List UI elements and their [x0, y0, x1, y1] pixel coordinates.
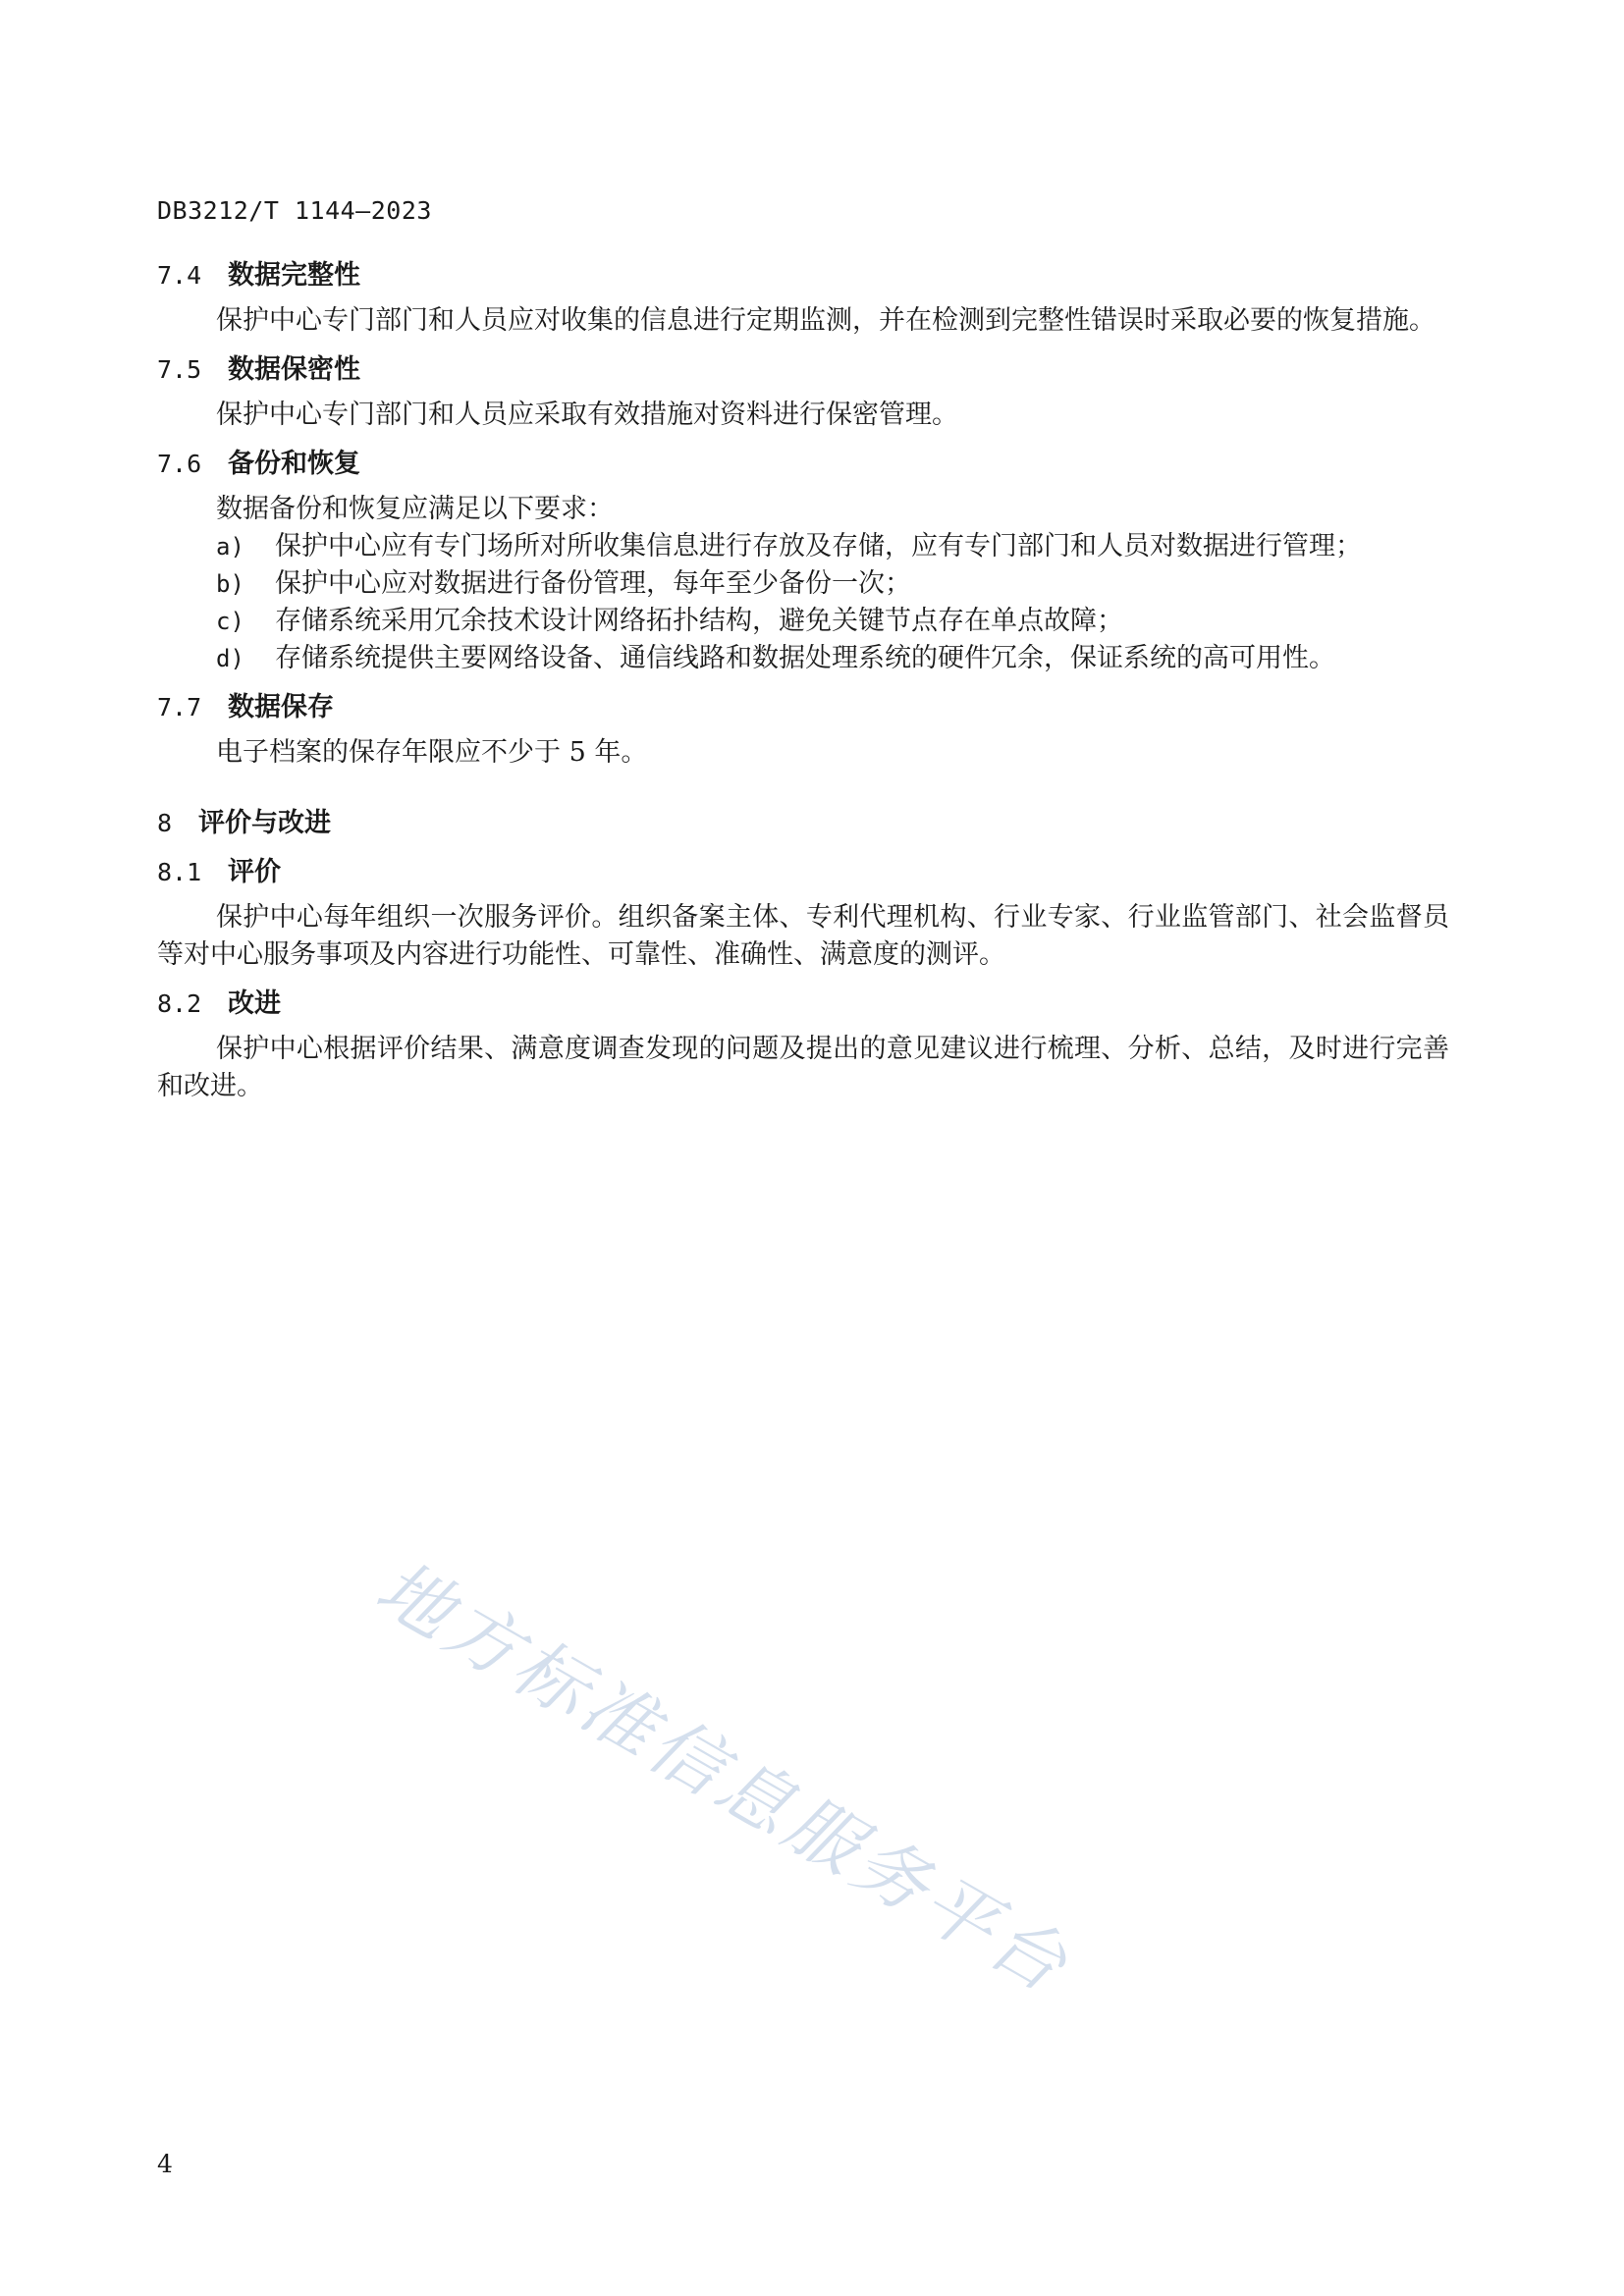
section-heading-7-6 [157, 446, 1449, 483]
list-text: 保护中心应对数据进行备份管理，每年至少备份一次； [275, 568, 911, 599]
watermark-text: 地方标准信息服务平台 [362, 1544, 1085, 2011]
section-number: 8.1 [157, 858, 202, 886]
section-paragraph: 电子档案的保存年限应不少于 5 年。 [216, 737, 648, 768]
section-heading-8-2 [157, 986, 1449, 1023]
section-heading-7-5 [157, 351, 1449, 389]
list-text: 保护中心应有专门场所对所收集信息进行存放及存储，应有专门部门和人员对数据进行管理； [275, 531, 1362, 561]
section-title: 数据保存 [228, 692, 334, 722]
page-number: 4 [157, 2150, 173, 2178]
section-number: 7.5 [157, 355, 202, 384]
list-item [157, 528, 1449, 565]
section-paragraph: 保护中心专门部门和人员应对收集的信息进行定期监测，并在检测到完整性错误时采取必要的恢复措施。 [216, 305, 1435, 336]
section-number: 8.2 [157, 989, 202, 1018]
list-text: 存储系统提供主要网络设备、通信线路和数据处理系统的硬件冗余，保证系统的高可用性。 [275, 643, 1335, 673]
section-paragraph: 保护中心专门部门和人员应采取有效措施对资料进行保密管理。 [216, 400, 958, 430]
document-body [157, 245, 1449, 1113]
section-title: 数据完整性 [228, 260, 360, 291]
section-number: 7.7 [157, 693, 202, 721]
list-marker: b) [216, 570, 244, 598]
section-number: 7.4 [157, 261, 202, 290]
chapter-number: 8 [157, 809, 173, 837]
list-item [157, 565, 1449, 603]
section-number: 7.6 [157, 450, 202, 478]
chapter-heading-8 [157, 805, 1449, 842]
list-item [157, 603, 1449, 640]
document-code: DB3212/T 1144—2023 [157, 196, 432, 225]
section-heading-8-1 [157, 854, 1449, 891]
list-marker: a) [216, 533, 244, 561]
list-item [157, 640, 1449, 677]
section-paragraph: 保护中心每年组织一次服务评价。组织备案主体、专利代理机构、行业专家、行业监管部门、社会监督员等对中心服务事项及内容进行功能性、可靠性、准确性、满意度的测评。 [157, 902, 1449, 970]
section-title: 评价 [228, 857, 281, 887]
list-marker: d) [216, 645, 244, 672]
section-title: 备份和恢复 [228, 449, 360, 479]
section-title: 数据保密性 [228, 354, 360, 385]
section-heading-7-7 [157, 689, 1449, 726]
section-paragraph: 保护中心根据评价结果、满意度调查发现的问题及提出的意见建议进行梳理、分析、总结，及时进行完善和改进。 [157, 1034, 1449, 1101]
section-heading-7-4 [157, 257, 1449, 294]
section-title: 改进 [228, 988, 281, 1019]
list-text: 存储系统采用冗余技术设计网络拓扑结构，避免关键节点存在单点故障； [275, 606, 1123, 636]
list-marker: c) [216, 608, 244, 635]
chapter-title: 评价与改进 [198, 808, 331, 838]
list-intro: 数据备份和恢复应满足以下要求： [216, 494, 614, 524]
